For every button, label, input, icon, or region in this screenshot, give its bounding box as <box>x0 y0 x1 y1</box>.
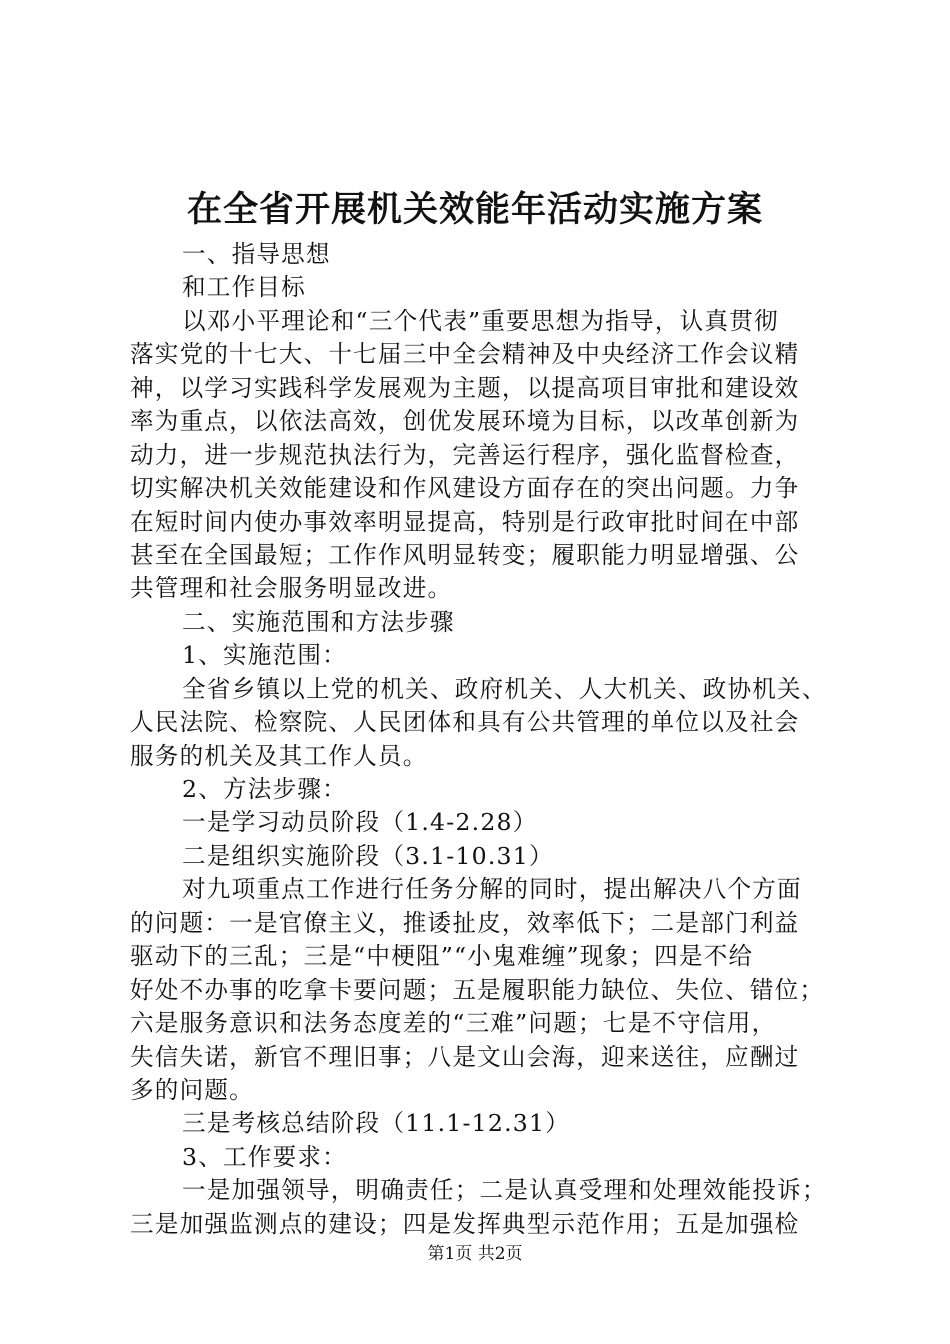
text-line: 失信失诺，新官不理旧事；八是文山会海，迎来送往，应酬过 <box>130 1042 800 1071</box>
text-line: 人民法院、检察院、人民团体和具有公共管理的单位以及社会 <box>130 708 800 737</box>
text-line: 和工作目标 <box>182 273 306 302</box>
text-line: 2、方法步骤： <box>182 775 347 803</box>
text-line: 甚至在全国最短；工作作风明显转变；履职能力明显增强、公 <box>130 540 800 569</box>
text-line: 率为重点，以依法高效，创优发展环境为目标，以改革创新为 <box>130 407 800 436</box>
text-line: 六是服务意识和法务态度差的“三难”问题；七是不守信用， <box>130 1009 777 1038</box>
text-line: 落实党的十七大、十七届三中全会精神及中央经济工作会议精 <box>130 340 800 369</box>
text-line: 三是考核总结阶段（11.1-12.31） <box>182 1109 570 1138</box>
text-line: 神，以学习实践科学发展观为主题，以提高项目审批和建设效 <box>130 373 800 402</box>
text-line: 全省乡镇以上党的机关、政府机关、人大机关、政协机关、 <box>182 674 827 703</box>
text-line: 好处不办事的吃拿卡要问题；五是履职能力缺位、失位、错位； <box>130 975 825 1004</box>
text-line: 驱动下的三乱；三是“中梗阻”“小鬼难缠”现象；四是不给 <box>130 942 754 971</box>
text-line: 三是加强监测点的建设；四是发挥典型示范作用；五是加强检 <box>130 1209 800 1238</box>
text-line: 多的问题。 <box>130 1075 254 1104</box>
text-line: 一是加强领导，明确责任；二是认真受理和处理效能投诉； <box>182 1176 827 1205</box>
text-line: 服务的机关及其工作人员。 <box>130 741 428 770</box>
text-line: 以邓小平理论和“三个代表”重要思想为指导，认真贯彻 <box>182 306 779 335</box>
text-line: 对九项重点工作进行任务分解的同时，提出解决八个方面 <box>182 875 802 904</box>
text-line: 在短时间内使办事效率明显提高，特别是行政审批时间在中部 <box>130 507 800 536</box>
page-title: 在全省开展机关效能年活动实施方案 <box>186 189 763 230</box>
text-line: 动力，进一步规范执法行为，完善运行程序，强化监督检查， <box>130 440 800 469</box>
text-line: 切实解决机关效能建设和作风建设方面存在的突出问题。力争 <box>130 474 800 503</box>
text-line: 二是组织实施阶段（3.1-10.31） <box>182 841 554 870</box>
text-line: 二、实施范围和方法步骤 <box>182 607 455 636</box>
text-line: 3、工作要求： <box>182 1142 347 1171</box>
text-line: 的问题：一是官僚主义，推诿扯皮，效率低下；二是部门利益 <box>130 908 800 937</box>
page-footer: 第1页 共2页 <box>427 1244 523 1264</box>
text-line: 1、实施范围： <box>182 641 347 670</box>
text-line: 一是学习动员阶段（1.4-2.28） <box>182 808 538 837</box>
text-line: 共管理和社会服务明显改进。 <box>130 574 453 603</box>
text-line: 一、指导思想 <box>182 240 331 268</box>
document-body <box>130 238 830 1241</box>
